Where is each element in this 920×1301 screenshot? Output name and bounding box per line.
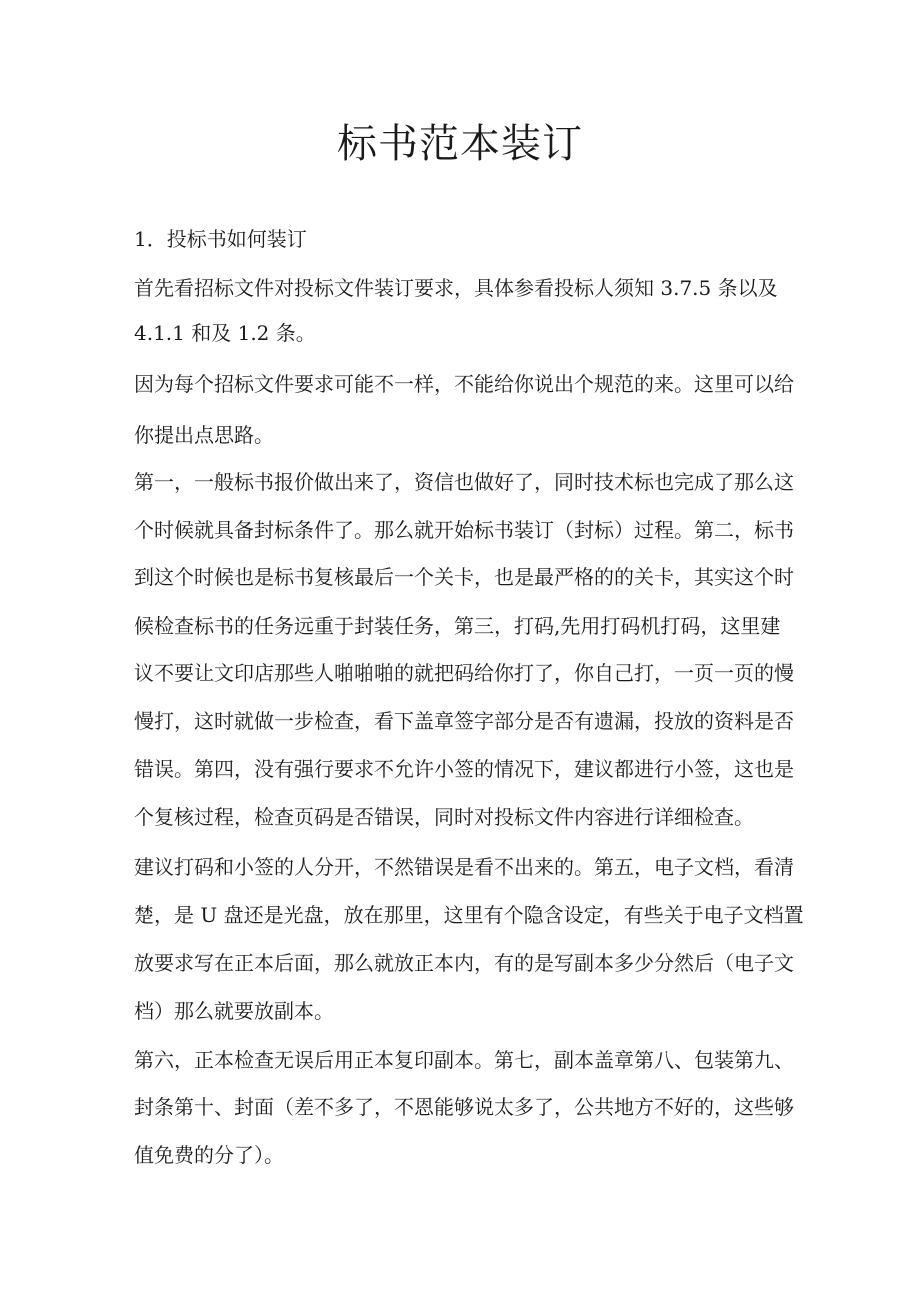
- paragraph-line: 档）那么就要放副本。: [134, 999, 334, 1023]
- paragraph-line: 个复核过程，检查页码是否错误，同时对投标文件内容进行详细检查。: [134, 805, 754, 829]
- paragraph-line: 你提出点思路。: [134, 423, 274, 447]
- paragraph-line: 议不要让文印店那些人啪啪啪的就把码给你打了，你自己打，一页一页的慢: [134, 661, 794, 685]
- paragraph-line: 封条第十、封面（差不多了，不恩能够说太多了，公共地方不好的，这些够: [134, 1095, 794, 1119]
- section-heading: 1．投标书如何装订: [134, 227, 307, 251]
- paragraph-line: 慢打，这时就做一步检查，看下盖章签字部分是否有遗漏，投放的资料是否: [134, 709, 794, 733]
- paragraph-line: 候检查标书的任务远重于封装任务，第三，打码,先用打码机打码，这里建: [134, 614, 781, 638]
- paragraph-line: 因为每个招标文件要求可能不一样，不能给你说出个规范的来。这里可以给: [134, 372, 794, 396]
- paragraph-line: 首先看招标文件对投标文件装订要求，具体参看投标人须知 3.7.5 条以及: [134, 276, 778, 300]
- paragraph-line: 错误。第四，没有强行要求不允许小签的情况下，建议都进行小签，这也是: [134, 757, 794, 781]
- paragraph-line: 4.1.1 和及 1.2 条。: [134, 321, 316, 345]
- paragraph-line: 个时候就具备封标条件了。那么就开始标书装订（封标）过程。第二，标书: [134, 518, 794, 542]
- paragraph-line: 建议打码和小签的人分开，不然错误是看不出来的。第五，电子文档，看清: [134, 855, 794, 879]
- paragraph-line: 楚，是 U 盘还是光盘，放在那里，这里有个隐含设定，有些关于电子文档置: [134, 903, 804, 927]
- paragraph-line: 值免费的分了）。: [134, 1143, 284, 1167]
- page-title: 标书范本装订: [337, 121, 583, 167]
- paragraph-line: 到这个时候也是标书复核最后一个关卡，也是最严格的的关卡，其实这个时: [134, 565, 794, 589]
- paragraph-line: 第一，一般标书报价做出来了，资信也做好了，同时技术标也完成了那么这: [134, 470, 794, 494]
- paragraph-line: 放要求写在正本后面，那么就放正本内，有的是写副本多少分然后（电子文: [134, 951, 794, 975]
- paragraph-line: 第六，正本检查无误后用正本复印副本。第七，副本盖章第八、包装第九、: [134, 1048, 794, 1072]
